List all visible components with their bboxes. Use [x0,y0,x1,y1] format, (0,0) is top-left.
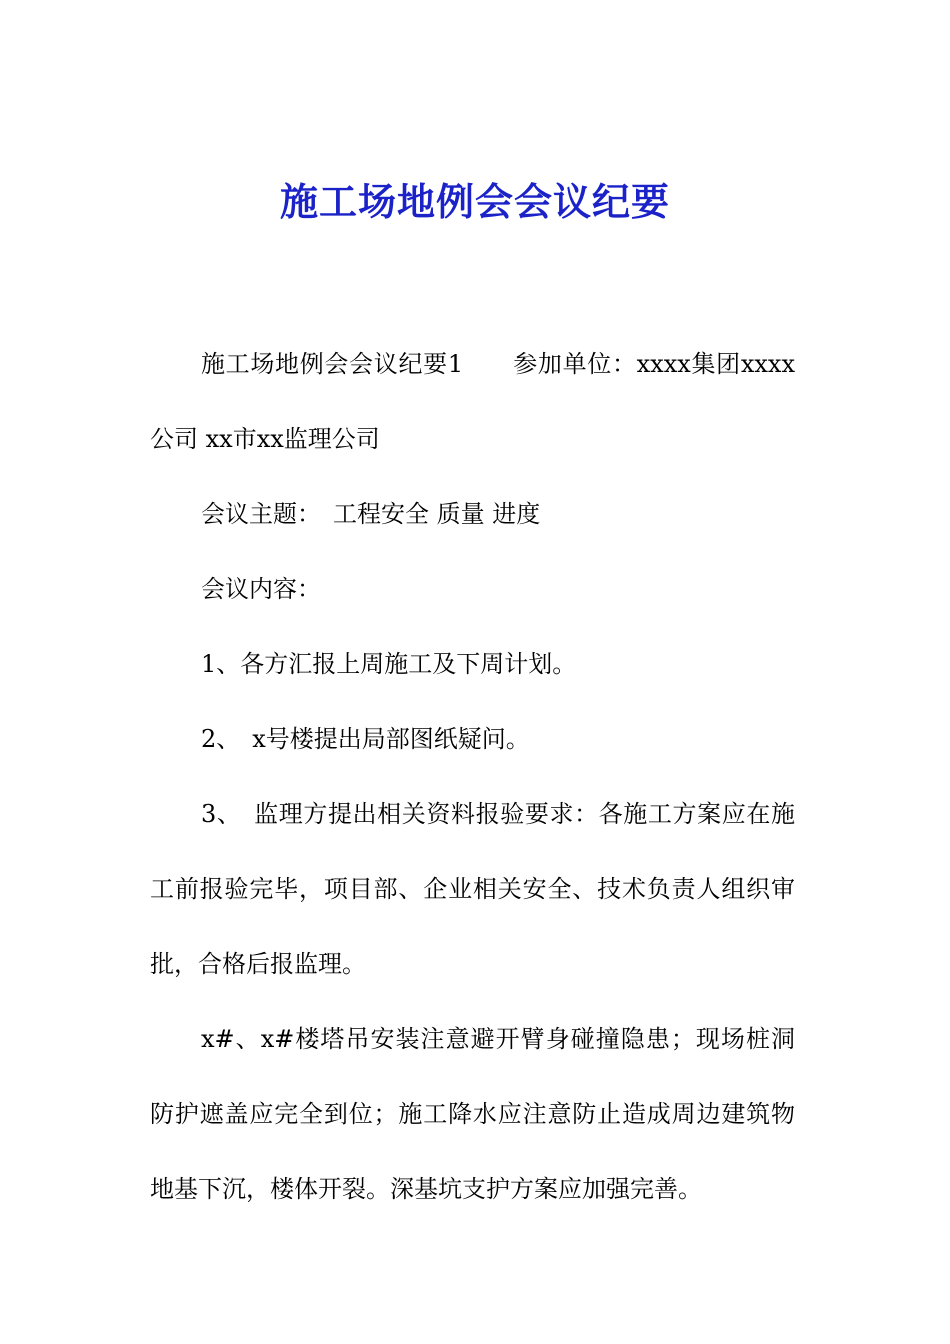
paragraph-item-1: 1、各方汇报上周施工及下周计划。 [201,650,577,678]
paragraph-topic: 会议主题： 工程安全 质量 进度 [201,500,541,528]
paragraph-item-2: 2、 x号楼提出局部图纸疑问。 [201,725,530,753]
document-title: 施工场地例会会议纪要 [279,180,670,224]
paragraph-item-3: 3、 监理方提出相关资料报验要求：各施工方案应在施工前报验完毕，项目部、企业相关安全、技术负责人组织审批，合格后报监理。 [150,800,795,978]
paragraph-content-heading: 会议内容： [201,575,321,603]
document-body [150,327,795,1227]
paragraph-safety-notes: x#、x#楼塔吊安装注意避开臂身碰撞隐患；现场桩洞防护遮盖应完全到位；施工降水应注意防止造成周边建筑物地基下沉，楼体开裂。深基坑支护方案应加强完善。 [150,1025,795,1203]
paragraph-attendees: 施工场地例会会议纪要1 参加单位：xxxx集团xxxx公司 xx市xx监理公司 [150,350,795,453]
